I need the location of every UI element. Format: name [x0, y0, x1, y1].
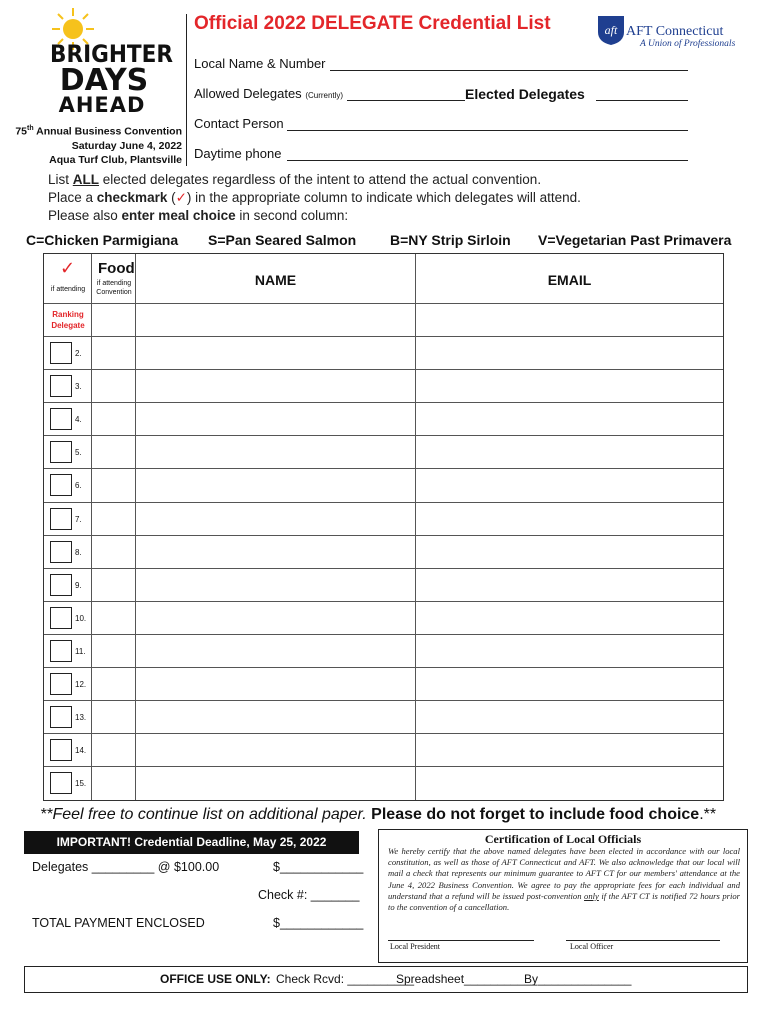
logo-days: DAYS	[59, 63, 149, 98]
email-cell[interactable]	[416, 734, 723, 766]
table-row	[44, 337, 723, 370]
meal-chicken: C=Chicken Parmigiana	[26, 232, 179, 248]
row-number: 9.	[75, 580, 82, 590]
attending-checkbox[interactable]	[50, 441, 72, 463]
check-received: Check Rcvd: __________	[276, 972, 415, 986]
elected-field[interactable]	[596, 100, 688, 101]
attending-checkbox[interactable]	[50, 640, 72, 662]
table-row	[44, 767, 723, 800]
email-cell[interactable]	[416, 436, 723, 468]
attending-checkbox[interactable]	[50, 508, 72, 530]
food-cell[interactable]	[92, 602, 136, 634]
name-cell[interactable]	[136, 337, 416, 369]
row-number: 8.	[75, 547, 82, 557]
email-cell[interactable]	[416, 569, 723, 601]
email-cell[interactable]	[416, 701, 723, 733]
name-cell[interactable]	[136, 767, 416, 800]
table-row	[44, 734, 723, 767]
fee-amount[interactable]: $____________	[273, 860, 364, 874]
row-number: 3.	[75, 382, 82, 392]
name-cell[interactable]	[136, 469, 416, 501]
attending-checkbox[interactable]	[50, 474, 72, 496]
food-cell[interactable]	[92, 734, 136, 766]
contact-label: Contact Person	[194, 116, 284, 131]
row-number: 15.	[75, 779, 87, 789]
name-cell[interactable]	[136, 668, 416, 700]
convention-info: 75th Annual Business Convention Saturday June 4, 2022 Aqua Turf Club, Plantsville	[15, 125, 182, 166]
attending-checkbox[interactable]	[50, 408, 72, 430]
food-cell[interactable]	[92, 436, 136, 468]
ranking-delegate-label: Ranking Delegate	[51, 310, 85, 330]
name-cell[interactable]	[136, 602, 416, 634]
table-row	[44, 436, 723, 469]
attending-checkbox[interactable]	[50, 342, 72, 364]
name-cell[interactable]	[136, 436, 416, 468]
name-cell[interactable]	[136, 701, 416, 733]
row-number: 13.	[75, 713, 87, 723]
food-cell[interactable]	[92, 635, 136, 667]
table-row	[44, 668, 723, 701]
name-cell[interactable]	[136, 304, 416, 336]
checkmark-icon: ✓	[60, 258, 76, 279]
by-field: By______________	[524, 972, 632, 986]
meal-salmon: S=Pan Seared Salmon	[208, 232, 357, 248]
email-cell[interactable]	[416, 668, 723, 700]
row-number: 12.	[75, 680, 87, 690]
table-row	[44, 536, 723, 569]
table-row	[44, 635, 723, 668]
certification-title: Certification of Local Officials	[484, 832, 642, 846]
attending-checkbox[interactable]	[50, 574, 72, 596]
deadline-banner: IMPORTANT! Credential Deadline, May 25, 2022	[24, 831, 359, 854]
email-cell[interactable]	[416, 370, 723, 402]
instruction-line-1: List ALL elected delegates regardless of the intent to attend the actual convention.	[48, 172, 542, 187]
meal-vegetarian: V=Vegetarian Past Primavera	[538, 232, 732, 248]
table-row	[44, 569, 723, 602]
food-cell[interactable]	[92, 536, 136, 568]
name-cell[interactable]	[136, 403, 416, 435]
spreadsheet: Spreadsheet___________	[396, 972, 538, 986]
email-cell[interactable]	[416, 469, 723, 501]
food-header-note: if attending Convention	[96, 280, 132, 296]
attending-checkbox[interactable]	[50, 541, 72, 563]
attending-checkbox[interactable]	[50, 375, 72, 397]
food-header: Food	[98, 260, 135, 277]
email-cell[interactable]	[416, 635, 723, 667]
email-cell[interactable]	[416, 304, 723, 336]
attending-checkbox[interactable]	[50, 673, 72, 695]
svg-text:aft: aft	[604, 23, 618, 37]
email-cell[interactable]	[416, 767, 723, 800]
name-cell[interactable]	[136, 635, 416, 667]
office-use-label: OFFICE USE ONLY:	[160, 972, 271, 986]
attending-checkbox[interactable]	[50, 772, 72, 794]
logo-brighter: BRIGHTER	[50, 40, 174, 68]
header-divider	[186, 14, 187, 166]
row-number: 7.	[75, 514, 82, 524]
total-label: TOTAL PAYMENT ENCLOSED	[32, 916, 205, 930]
food-cell[interactable]	[92, 767, 136, 800]
allowed-field[interactable]	[347, 100, 465, 101]
meal-sirloin: B=NY Strip Sirloin	[390, 232, 511, 248]
continue-note: **Feel free to continue list on additional paper. Please do not forget to include food choice.**	[40, 806, 717, 823]
food-cell[interactable]	[92, 469, 136, 501]
email-cell[interactable]	[416, 337, 723, 369]
email-cell[interactable]	[416, 536, 723, 568]
row-number: 5.	[75, 448, 82, 458]
table-row	[44, 304, 723, 337]
local-label: Local Name & Number	[194, 56, 326, 71]
table-row	[44, 503, 723, 536]
certification-text: We hereby certify that the above named delegates have been elected in accordance with our local constitution, as well as those of AFT Connecticut and AFT. We also acknowledge that our local will mail a check that represents our minimum guarantee to AFT CT for our members' attendance at the June 4, 2022 Business Convention. We agree to pay the appropriate fees for each individual and understand that a refund will be issued post-convention only if the AFT CT is notified 72 hours prior to the convention of a cancellation.	[388, 846, 740, 913]
name-cell[interactable]	[136, 503, 416, 535]
president-signature-line[interactable]	[388, 940, 534, 941]
row-number: 10.	[75, 613, 87, 623]
table-row	[44, 469, 723, 502]
email-cell[interactable]	[416, 503, 723, 535]
phone-field[interactable]	[287, 160, 688, 161]
contact-field[interactable]	[287, 130, 688, 131]
delegate-table	[43, 253, 724, 801]
instruction-line-3: Please also enter meal choice in second column:	[48, 208, 349, 223]
table-header	[44, 254, 723, 304]
delegates-fee: Delegates _________ @ $100.00	[32, 860, 220, 874]
total-amount[interactable]: $____________	[273, 916, 364, 930]
table-row	[44, 701, 723, 734]
phone-label: Daytime phone	[194, 146, 282, 161]
attending-checkbox[interactable]	[50, 739, 72, 761]
row-number: 2.	[75, 349, 82, 359]
food-cell[interactable]	[92, 403, 136, 435]
logo-ahead: AHEAD	[58, 93, 146, 117]
email-header: EMAIL	[547, 272, 592, 288]
food-cell[interactable]	[92, 668, 136, 700]
name-cell[interactable]	[136, 370, 416, 402]
aft-name: AFT Connecticut	[626, 24, 724, 39]
food-cell[interactable]	[92, 503, 136, 535]
aft-logo-icon	[594, 12, 628, 46]
check-number[interactable]: Check #: _______	[258, 888, 360, 902]
aft-tagline: A Union of Professionals	[640, 39, 736, 49]
name-header: NAME	[136, 254, 416, 303]
food-cell[interactable]	[92, 569, 136, 601]
food-cell[interactable]	[92, 701, 136, 733]
email-cell[interactable]	[416, 602, 723, 634]
table-row	[44, 403, 723, 436]
allowed-label: Allowed Delegates (Currently)	[194, 86, 344, 101]
attending-checkbox[interactable]	[50, 607, 72, 629]
row-number: 4.	[75, 415, 82, 425]
food-cell[interactable]	[92, 370, 136, 402]
officer-signature-line[interactable]	[566, 940, 720, 941]
elected-label: Elected Delegates	[465, 86, 585, 102]
instruction-line-2: Place a checkmark (✓) in the appropriate column to indicate which delegates will attend.	[48, 190, 581, 206]
officer-label: Local Officer	[570, 942, 614, 951]
president-label: Local President	[390, 942, 440, 951]
food-cell[interactable]	[92, 337, 136, 369]
name-cell[interactable]	[136, 569, 416, 601]
table-row	[44, 370, 723, 403]
local-field[interactable]	[330, 70, 688, 71]
food-cell[interactable]	[92, 304, 136, 336]
email-cell[interactable]	[416, 403, 723, 435]
row-number: 6.	[75, 481, 82, 491]
name-cell[interactable]	[136, 536, 416, 568]
table-row	[44, 602, 723, 635]
page-title: Official 2022 DELEGATE Credential List	[194, 13, 551, 34]
row-number: 14.	[75, 746, 87, 756]
attending-header: if attending	[50, 286, 86, 293]
attending-checkbox[interactable]	[50, 706, 72, 728]
row-number: 11.	[75, 646, 86, 656]
name-cell[interactable]	[136, 734, 416, 766]
